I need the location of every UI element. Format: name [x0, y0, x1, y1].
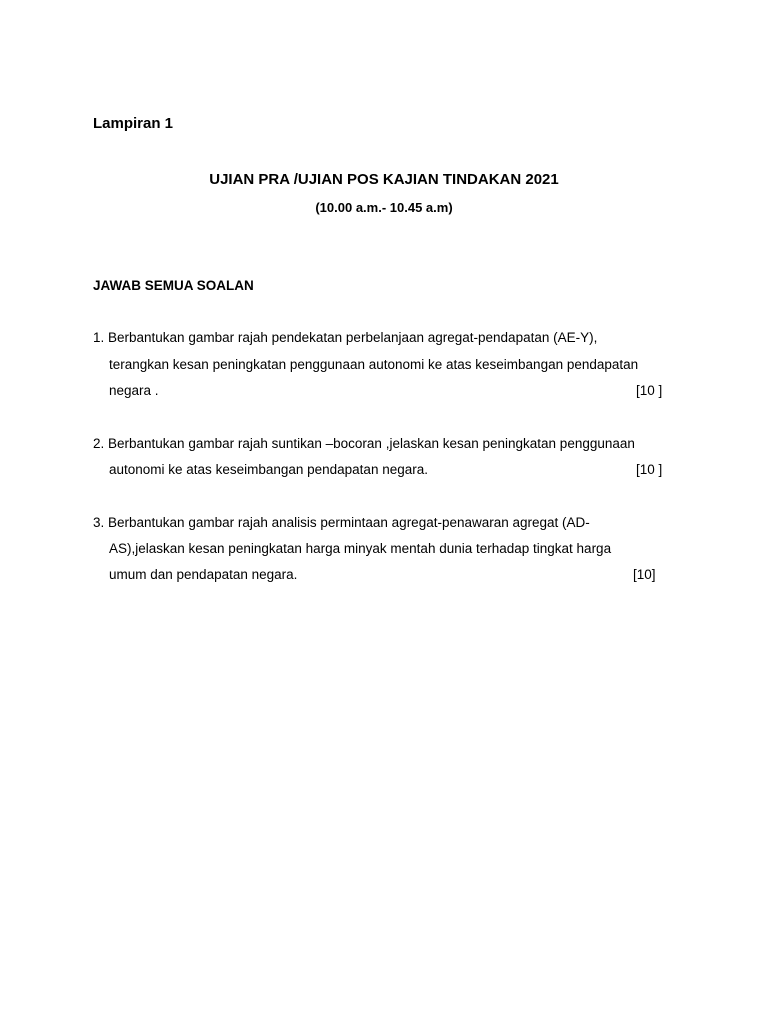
question-line: autonomi ke atas keseimbangan pendapatan negara. [109, 462, 428, 477]
question-line: AS),jelaskan kesan peningkatan harga minyak mentah dunia terhadap tingkat harga [109, 541, 612, 556]
question-line: 3. Berbantukan gambar rajah analisis permintaan agregat-penawaran agregat (AD- [93, 515, 590, 530]
instruction-heading: JAWAB SEMUA SOALAN [93, 278, 254, 293]
question-line: 2. Berbantukan gambar rajah suntikan –bocoran ,jelaskan kesan peningkatan penggunaan [93, 436, 635, 451]
question-line: terangkan kesan peningkatan penggunaan autonomi ke atas keseimbangan pendapatan [109, 357, 639, 372]
appendix-label: Lampiran 1 [93, 115, 174, 132]
question-marks: [10 ] [636, 462, 663, 477]
question-marks: [10] [633, 567, 656, 582]
question-line: negara . [109, 383, 159, 398]
question-marks: [10 ] [636, 383, 663, 398]
question-line: umum dan pendapatan negara. [109, 567, 298, 582]
exam-time: (10.00 a.m.- 10.45 a.m) [315, 200, 453, 215]
exam-title: UJIAN PRA /UJIAN POS KAJIAN TINDAKAN 2021 [209, 171, 559, 188]
question-line: 1. Berbantukan gambar rajah pendekatan perbelanjaan agregat-pendapatan (AE-Y), [93, 330, 598, 345]
